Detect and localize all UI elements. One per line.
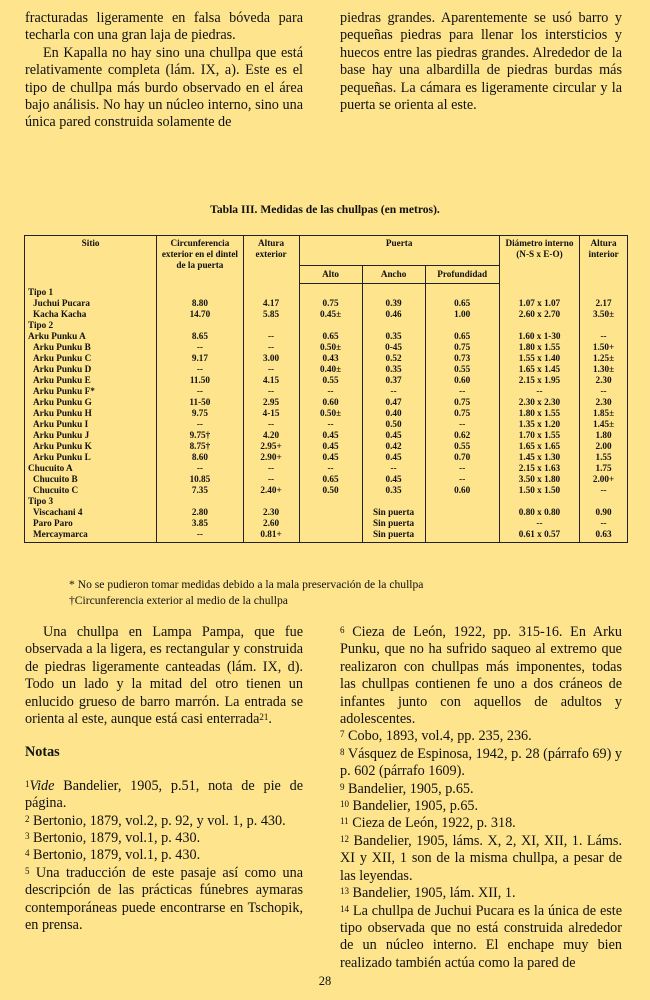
cell-altura-interior: -- bbox=[580, 518, 628, 529]
cell-profundidad: 0.75 bbox=[425, 397, 499, 408]
table-row bbox=[25, 397, 628, 408]
cell-diametro: 1.65 x 1.65 bbox=[499, 441, 579, 452]
note-item bbox=[340, 903, 622, 973]
table-row bbox=[25, 430, 628, 441]
cell-ancho bbox=[362, 496, 425, 507]
cell-sitio: Tipo 1 bbox=[25, 284, 157, 298]
note-item bbox=[340, 624, 622, 728]
cell-diametro: 1.60 x 1-30 bbox=[499, 331, 579, 342]
table-row bbox=[25, 386, 628, 397]
cell-altura-exterior: 4-15 bbox=[243, 408, 299, 419]
cell-alto: 0.65 bbox=[299, 474, 362, 485]
cell-sitio: Arku Punku K bbox=[25, 441, 157, 452]
cell-sitio: Kacha Kacha bbox=[25, 309, 157, 320]
cell-altura-interior: 1.55 bbox=[580, 452, 628, 463]
cell-profundidad: 0.60 bbox=[425, 375, 499, 386]
cell-profundidad: 1.00 bbox=[425, 309, 499, 320]
cell-sitio: Paro Paro bbox=[25, 518, 157, 529]
note-number: 6 bbox=[340, 625, 345, 635]
cell-sitio: Arku Punku I bbox=[25, 419, 157, 430]
cell-alto bbox=[299, 284, 362, 298]
note-item bbox=[25, 778, 303, 813]
cell-circunferencia bbox=[157, 496, 243, 507]
cell-sitio: Arku Punku D bbox=[25, 364, 157, 375]
cell-diametro: -- bbox=[499, 518, 579, 529]
cell-circunferencia: -- bbox=[157, 529, 243, 543]
cell-circunferencia: 11.50 bbox=[157, 375, 243, 386]
cell-profundidad: -- bbox=[425, 474, 499, 485]
note-number: 12 bbox=[340, 833, 349, 844]
notes-list bbox=[25, 778, 303, 935]
cell-altura-exterior: -- bbox=[243, 474, 299, 485]
cell-ancho bbox=[362, 284, 425, 298]
notes-list bbox=[340, 624, 622, 972]
cell-alto: -- bbox=[299, 463, 362, 474]
note-text: Cobo, 1893, vol.4, pp. 235, 236. bbox=[344, 728, 532, 745]
cell-circunferencia: 8.75† bbox=[157, 441, 243, 452]
cell-profundidad: 0.70 bbox=[425, 452, 499, 463]
cell-sitio: Arku Punku F* bbox=[25, 386, 157, 397]
note-item bbox=[340, 728, 622, 745]
cell-ancho: 0.47 bbox=[362, 397, 425, 408]
table-row bbox=[25, 419, 628, 430]
table-row bbox=[25, 441, 628, 452]
cell-altura-exterior: 2.90+ bbox=[243, 452, 299, 463]
table-row bbox=[25, 518, 628, 529]
table-row bbox=[25, 408, 628, 419]
note-text: Bandelier, 1905, p.65. bbox=[349, 798, 479, 815]
cell-sitio: Arku Punku H bbox=[25, 408, 157, 419]
cell-altura-exterior: 2.95 bbox=[243, 397, 299, 408]
cell-circunferencia: -- bbox=[157, 386, 243, 397]
table-title: Tabla III. Medidas de las chullpas (en metros). bbox=[210, 203, 440, 216]
cell-ancho: 0.35 bbox=[362, 364, 425, 375]
note-item bbox=[340, 885, 622, 902]
cell-circunferencia: 7.35 bbox=[157, 485, 243, 496]
cell-ancho: Sin puerta bbox=[362, 518, 425, 529]
table-row bbox=[25, 309, 628, 320]
cell-diametro: 2.30 x 2.30 bbox=[499, 397, 579, 408]
cell-alto: 0.45 bbox=[299, 430, 362, 441]
cell-diametro: 1.80 x 1.55 bbox=[499, 342, 579, 353]
cell-altura-exterior: 2.95+ bbox=[243, 441, 299, 452]
table-row bbox=[25, 342, 628, 353]
cell-altura-exterior: -- bbox=[243, 342, 299, 353]
cell-altura-exterior: 4.20 bbox=[243, 430, 299, 441]
note-item bbox=[25, 813, 303, 830]
note-item bbox=[25, 830, 303, 847]
cell-altura-interior: -- bbox=[580, 386, 628, 397]
cell-profundidad: 0.55 bbox=[425, 364, 499, 375]
cell-alto: 0.75 bbox=[299, 298, 362, 309]
table-row bbox=[25, 284, 628, 298]
cell-ancho: 0.45 bbox=[362, 430, 425, 441]
cell-alto: 0.55 bbox=[299, 375, 362, 386]
cell-profundidad: -- bbox=[425, 419, 499, 430]
cell-ancho: -- bbox=[362, 463, 425, 474]
note-text: Bertonio, 1879, vol.1, p. 430. bbox=[29, 847, 201, 864]
cell-alto bbox=[299, 320, 362, 331]
cell-altura-interior: 0.90 bbox=[580, 507, 628, 518]
header-diametro: Diámetro interno (N-S x E-O) bbox=[499, 236, 579, 284]
cell-sitio: Mercaymarca bbox=[25, 529, 157, 543]
bottom-right-column bbox=[340, 624, 622, 972]
cell-altura-interior: 1.85± bbox=[580, 408, 628, 419]
cell-circunferencia: 11-50 bbox=[157, 397, 243, 408]
note-number: 7 bbox=[340, 729, 345, 740]
top-right-column bbox=[340, 10, 622, 114]
cell-ancho: 0-45 bbox=[362, 342, 425, 353]
cell-altura-exterior: 2.30 bbox=[243, 507, 299, 518]
table-row bbox=[25, 298, 628, 309]
table-body bbox=[25, 284, 628, 543]
cell-ancho: Sin puerta bbox=[362, 507, 425, 518]
cell-altura-interior: -- bbox=[580, 485, 628, 496]
cell-profundidad bbox=[425, 284, 499, 298]
cell-profundidad bbox=[425, 507, 499, 518]
note-text: Una traducción de este pasaje así como una descripción de las prácticas fúnebres aymaras contemporáneas puede encontrarse en Tschopik, en prensa. bbox=[25, 864, 303, 934]
note-item bbox=[340, 746, 622, 781]
cell-diametro: 3.50 x 1.80 bbox=[499, 474, 579, 485]
cell-ancho bbox=[362, 320, 425, 331]
cell-profundidad: 0.73 bbox=[425, 353, 499, 364]
cell-profundidad: 0.65 bbox=[425, 298, 499, 309]
cell-altura-exterior: 5.85 bbox=[243, 309, 299, 320]
note-number: 2 bbox=[25, 813, 30, 824]
cell-sitio: Arku Punku C bbox=[25, 353, 157, 364]
cell-altura-interior: 2.00 bbox=[580, 441, 628, 452]
note-number: 1 bbox=[25, 778, 30, 789]
cell-ancho: 0.35 bbox=[362, 485, 425, 496]
note-number: 3 bbox=[25, 831, 30, 842]
cell-ancho: 0.45 bbox=[362, 474, 425, 485]
cell-ancho: Sin puerta bbox=[362, 529, 425, 543]
cell-altura-interior: 1.30± bbox=[580, 364, 628, 375]
cell-alto: -- bbox=[299, 419, 362, 430]
header-ancho: Ancho bbox=[362, 266, 425, 284]
header-puerta: Puerta bbox=[299, 236, 499, 266]
table-row bbox=[25, 452, 628, 463]
cell-circunferencia: -- bbox=[157, 463, 243, 474]
cell-altura-exterior: 0.81+ bbox=[243, 529, 299, 543]
cell-profundidad: 0.65 bbox=[425, 331, 499, 342]
cell-altura-exterior: -- bbox=[243, 331, 299, 342]
paragraph: Una chullpa en Lampa Pampa, que fue observada a la ligera, es rectangular y construida de piedras ligeramente canteadas (lám. IX, d). Todo un lado y la mitad del otro tienen un enlucido grueso de barro marrón. La entrada se orienta al este, aunque está casi enterrada$^{21}$. bbox=[25, 624, 303, 728]
note-number: 10 bbox=[340, 799, 349, 810]
cell-diametro: 1.07 x 1.07 bbox=[499, 298, 579, 309]
note-item bbox=[25, 865, 303, 935]
cell-profundidad bbox=[425, 518, 499, 529]
cell-altura-interior bbox=[580, 496, 628, 507]
cell-profundidad: -- bbox=[425, 463, 499, 474]
cell-diametro: 2.15 x 1.95 bbox=[499, 375, 579, 386]
cell-circunferencia: 8.80 bbox=[157, 298, 243, 309]
cell-ancho: 0.50 bbox=[362, 419, 425, 430]
cell-alto: 0.50± bbox=[299, 408, 362, 419]
cell-sitio: Chucuito A bbox=[25, 463, 157, 474]
cell-altura-interior bbox=[580, 284, 628, 298]
cell-alto: 0.60 bbox=[299, 397, 362, 408]
cell-profundidad: 0.75 bbox=[425, 342, 499, 353]
cell-altura-exterior: -- bbox=[243, 419, 299, 430]
cell-alto: 0.50± bbox=[299, 342, 362, 353]
bottom-left-column bbox=[25, 624, 303, 935]
cell-circunferencia: 8.65 bbox=[157, 331, 243, 342]
cell-ancho: 0.42 bbox=[362, 441, 425, 452]
table-row bbox=[25, 529, 628, 543]
paragraph-text: Una chullpa en Lampa Pampa, que fue observada a la ligera, es rectangular y construida de piedras ligeramente canteadas (lám. IX, d). Todo un lado y la mitad del otro tienen un enlucido grueso de barro marrón. La entrada se orienta al este, aunque está casi enterrada bbox=[25, 624, 303, 728]
note-number: 8 bbox=[340, 746, 345, 757]
note-italic: Vide bbox=[29, 777, 55, 794]
cell-alto bbox=[299, 529, 362, 543]
table-row bbox=[25, 331, 628, 342]
header-alto: Alto bbox=[299, 266, 362, 284]
cell-alto: 0.43 bbox=[299, 353, 362, 364]
cell-diametro: 1.35 x 1.20 bbox=[499, 419, 579, 430]
cell-circunferencia bbox=[157, 320, 243, 331]
paragraph: fracturadas ligeramente en falsa bóveda para techarla con una gran laja de piedras. bbox=[25, 10, 303, 44]
cell-altura-exterior: 4.17 bbox=[243, 298, 299, 309]
cell-profundidad: 0.55 bbox=[425, 441, 499, 452]
note-text: Bandelier, 1905, láms. X, 2, XI, XII, 1. Láms. XI y XII, 1 son de la misma chullpa, a pesar de las leyendas. bbox=[340, 832, 622, 884]
table-row bbox=[25, 364, 628, 375]
cell-diametro: 2.15 x 1.63 bbox=[499, 463, 579, 474]
table-row bbox=[25, 320, 628, 331]
cell-ancho: 0.35 bbox=[362, 331, 425, 342]
note-item bbox=[25, 847, 303, 864]
cell-circunferencia: 9.75† bbox=[157, 430, 243, 441]
table-footnote: †Circunferencia exterior al medio de la chullpa bbox=[69, 594, 288, 607]
notes-heading: Notas bbox=[25, 744, 60, 761]
note-number: 14 bbox=[340, 903, 349, 914]
table-row bbox=[25, 463, 628, 474]
cell-altura-exterior: -- bbox=[243, 386, 299, 397]
cell-diametro: -- bbox=[499, 386, 579, 397]
table-row bbox=[25, 485, 628, 496]
cell-altura-interior: 1.25± bbox=[580, 353, 628, 364]
cell-alto: 0.50 bbox=[299, 485, 362, 496]
cell-altura-exterior: -- bbox=[243, 463, 299, 474]
cell-diametro: 1.70 x 1.55 bbox=[499, 430, 579, 441]
cell-circunferencia: -- bbox=[157, 342, 243, 353]
note-number: 5 bbox=[25, 865, 30, 876]
cell-altura-exterior bbox=[243, 320, 299, 331]
cell-circunferencia: 2.80 bbox=[157, 507, 243, 518]
note-text: Cieza de León, 1922, p. 318. bbox=[348, 815, 516, 832]
table-row bbox=[25, 474, 628, 485]
note-text: Bertonio, 1879, vol.1, p. 430. bbox=[29, 830, 201, 847]
header-profundidad: Profundidad bbox=[425, 266, 499, 284]
cell-profundidad: 0.62 bbox=[425, 430, 499, 441]
cell-alto: 0.45 bbox=[299, 452, 362, 463]
top-left-column bbox=[25, 10, 303, 132]
table-row bbox=[25, 507, 628, 518]
note-text: Bandelier, 1905, lám. XII, 1. bbox=[349, 885, 516, 902]
cell-ancho: -- bbox=[362, 386, 425, 397]
cell-circunferencia: 3.85 bbox=[157, 518, 243, 529]
cell-altura-interior: 0.63 bbox=[580, 529, 628, 543]
note-item bbox=[340, 798, 622, 815]
note-item bbox=[340, 815, 622, 832]
cell-profundidad: 0.60 bbox=[425, 485, 499, 496]
cell-profundidad bbox=[425, 320, 499, 331]
cell-diametro: 2.60 x 2.70 bbox=[499, 309, 579, 320]
cell-altura-exterior: 4.15 bbox=[243, 375, 299, 386]
cell-diametro: 1.65 x 1.45 bbox=[499, 364, 579, 375]
note-number: 11 bbox=[340, 816, 349, 827]
cell-altura-exterior: -- bbox=[243, 364, 299, 375]
cell-altura-interior bbox=[580, 320, 628, 331]
cell-altura-interior: 2.00+ bbox=[580, 474, 628, 485]
cell-sitio: Chucuito C bbox=[25, 485, 157, 496]
cell-alto: -- bbox=[299, 386, 362, 397]
table-row bbox=[25, 496, 628, 507]
header-sitio: Sitio bbox=[25, 236, 157, 284]
cell-ancho: 0.37 bbox=[362, 375, 425, 386]
cell-diametro bbox=[499, 496, 579, 507]
cell-profundidad: 0.75 bbox=[425, 408, 499, 419]
cell-sitio: Arku Punku B bbox=[25, 342, 157, 353]
cell-ancho: 0.45 bbox=[362, 452, 425, 463]
cell-alto bbox=[299, 518, 362, 529]
cell-alto: 0.45 bbox=[299, 441, 362, 452]
note-text: Bandelier, 1905, p.65. bbox=[344, 780, 474, 797]
cell-altura-interior: -- bbox=[580, 331, 628, 342]
cell-diametro bbox=[499, 284, 579, 298]
cell-sitio: Tipo 2 bbox=[25, 320, 157, 331]
note-number: 9 bbox=[340, 781, 345, 792]
cell-altura-interior: 2.17 bbox=[580, 298, 628, 309]
note-item bbox=[340, 833, 622, 885]
cell-alto: 0.40± bbox=[299, 364, 362, 375]
cell-sitio: Arku Punku A bbox=[25, 331, 157, 342]
cell-diametro: 0.80 x 0.80 bbox=[499, 507, 579, 518]
note-text: Cieza de León, 1922, pp. 315-16. En Arku Punku, que no ha sufrido saqueo al extremo que realizaron con chullpas más imponentes, todas las chullpas contienen fe uno a dos cráneos de infantes junto con aquellos de adultos y adolescentes. bbox=[340, 624, 622, 728]
cell-altura-exterior bbox=[243, 496, 299, 507]
note-text: La chullpa de Juchui Pucara es la única de este tipo observada que no está construida alrededor de un núcleo interno. El enchape muy bien realizado también actúa como la pared de bbox=[340, 902, 622, 971]
cell-circunferencia: -- bbox=[157, 364, 243, 375]
cell-sitio: Arku Punku L bbox=[25, 452, 157, 463]
note-number: 13 bbox=[340, 886, 349, 897]
cell-alto bbox=[299, 496, 362, 507]
cell-alto bbox=[299, 507, 362, 518]
cell-sitio: Arku Punku E bbox=[25, 375, 157, 386]
cell-circunferencia: 14.70 bbox=[157, 309, 243, 320]
cell-ancho: 0.52 bbox=[362, 353, 425, 364]
cell-diametro: 1.55 x 1.40 bbox=[499, 353, 579, 364]
cell-alto: 0.65 bbox=[299, 331, 362, 342]
note-item bbox=[340, 781, 622, 798]
cell-altura-exterior bbox=[243, 284, 299, 298]
note-number: 4 bbox=[25, 848, 30, 859]
paragraph: piedras grandes. Aparentemente se usó barro y pequeñas piedras para llenar los intersticios y huecos entre las piedras grandes. Alrededor de la base hay una albardilla de piedras burdas más pequeñas. La cámara es ligeramente circular y la puerta se orienta al este. bbox=[340, 10, 622, 114]
chullpa-measurements-table bbox=[24, 235, 628, 543]
cell-alto: 0.45± bbox=[299, 309, 362, 320]
header-circunferencia: Circunferencia exterior en el dintel de la puerta bbox=[157, 236, 243, 284]
header-altura-interior: Altura interior bbox=[580, 236, 628, 284]
table-row bbox=[25, 375, 628, 386]
cell-altura-interior: 3.50± bbox=[580, 309, 628, 320]
cell-diametro: 1.45 x 1.30 bbox=[499, 452, 579, 463]
cell-circunferencia: 9.17 bbox=[157, 353, 243, 364]
footnote-ref: 21 bbox=[259, 712, 269, 723]
header-altura-exterior: Altura exterior bbox=[243, 236, 299, 284]
note-text: Bandelier, 1905, p.51, nota de pie de página. bbox=[25, 777, 303, 812]
cell-sitio: Chucuito B bbox=[25, 474, 157, 485]
cell-profundidad bbox=[425, 496, 499, 507]
cell-sitio: Tipo 3 bbox=[25, 496, 157, 507]
cell-diametro: 1.50 x 1.50 bbox=[499, 485, 579, 496]
cell-altura-interior: 2.30 bbox=[580, 375, 628, 386]
cell-altura-interior: 1.45± bbox=[580, 419, 628, 430]
cell-sitio: Arku Punku J bbox=[25, 430, 157, 441]
note-text: Bertonio, 1879, vol.2, p. 92, y vol. 1, p. 430. bbox=[29, 812, 286, 829]
cell-diametro: 0.61 x 0.57 bbox=[499, 529, 579, 543]
cell-circunferencia: 8.60 bbox=[157, 452, 243, 463]
cell-ancho: 0.40 bbox=[362, 408, 425, 419]
cell-altura-interior: 1.80 bbox=[580, 430, 628, 441]
cell-circunferencia: 9.75 bbox=[157, 408, 243, 419]
note-text: Vásquez de Espinosa, 1942, p. 28 (párrafo 69) y p. 602 (párrafo 1609). bbox=[340, 745, 622, 780]
cell-diametro: 1.80 x 1.55 bbox=[499, 408, 579, 419]
table-footnote: * No se pudieron tomar medidas debido a la mala preservación de la chullpa bbox=[69, 578, 424, 591]
cell-altura-exterior: 2.60 bbox=[243, 518, 299, 529]
cell-altura-interior: 2.30 bbox=[580, 397, 628, 408]
cell-circunferencia: 10.85 bbox=[157, 474, 243, 485]
cell-altura-exterior: 2.40+ bbox=[243, 485, 299, 496]
cell-diametro bbox=[499, 320, 579, 331]
cell-sitio: Juchui Pucara bbox=[25, 298, 157, 309]
cell-ancho: 0.39 bbox=[362, 298, 425, 309]
table-footnotes bbox=[69, 577, 423, 609]
cell-altura-interior: 1.75 bbox=[580, 463, 628, 474]
cell-sitio: Viscachani 4 bbox=[25, 507, 157, 518]
cell-circunferencia bbox=[157, 284, 243, 298]
cell-profundidad: -- bbox=[425, 386, 499, 397]
cell-sitio: Arku Punku G bbox=[25, 397, 157, 408]
cell-profundidad bbox=[425, 529, 499, 543]
cell-altura-exterior: 3.00 bbox=[243, 353, 299, 364]
cell-ancho: 0.46 bbox=[362, 309, 425, 320]
page-number: 28 bbox=[318, 974, 332, 988]
paragraph: En Kapalla no hay sino una chullpa que está relativamente completa (lám. IX, a). Este es el tipo de chullpa más burdo observado en el área bajo análisis. No hay un núcleo interno, sino una única pared construida solamente de bbox=[25, 44, 303, 131]
table-row bbox=[25, 353, 628, 364]
cell-circunferencia: -- bbox=[157, 419, 243, 430]
cell-altura-interior: 1.50+ bbox=[580, 342, 628, 353]
